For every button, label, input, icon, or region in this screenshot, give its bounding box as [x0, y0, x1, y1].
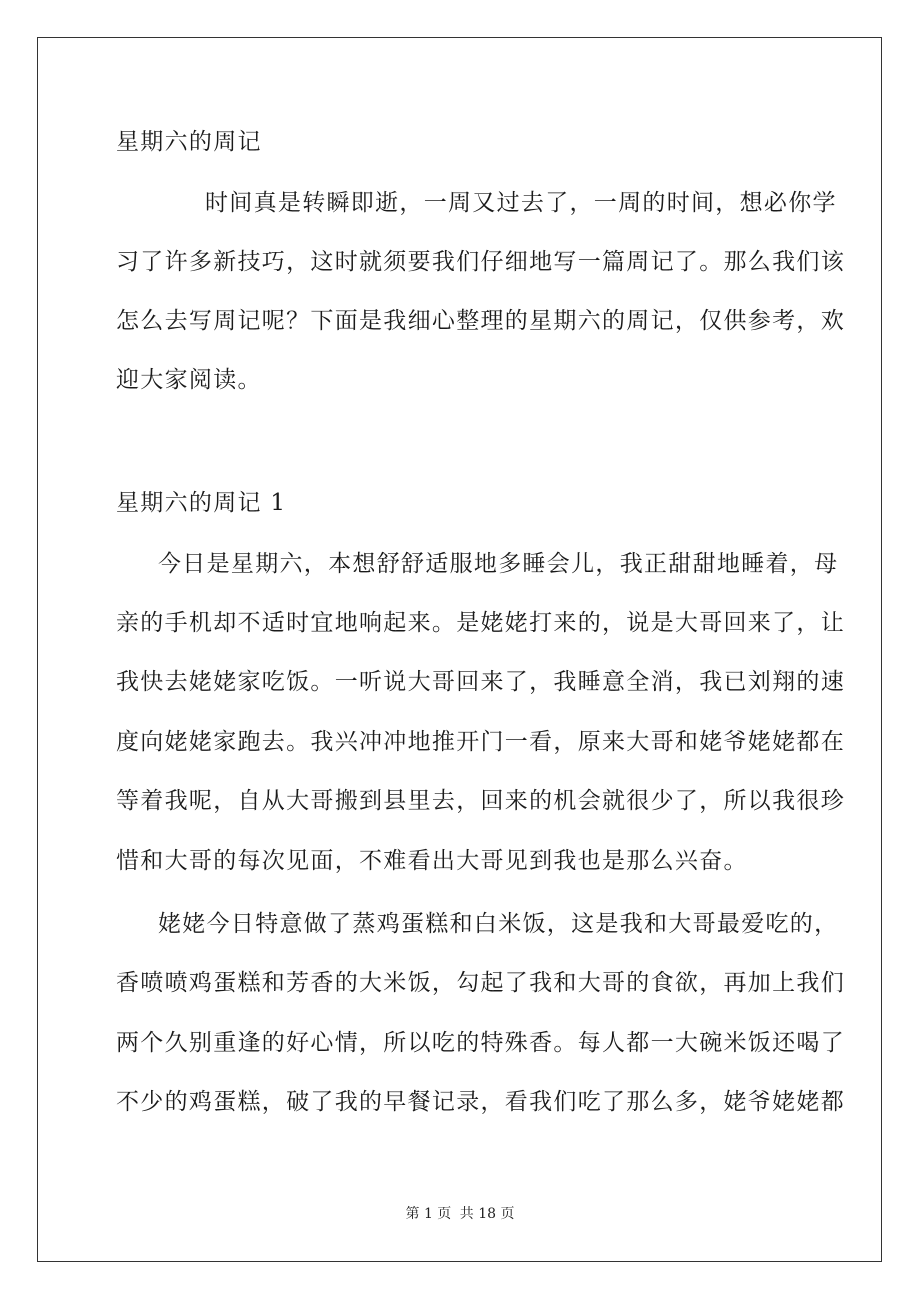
paragraph1-line: 今日是星期六，本想舒舒适服地多睡会儿，我正甜甜地睡着，母: [158, 551, 839, 577]
paragraph1-line: 度向姥姥家跑去。我兴冲冲地推开门一看，原来大哥和姥爷姥姥都在: [116, 729, 845, 755]
paragraph2-line: 香喷喷鸡蛋糕和芳香的大米饭，勾起了我和大哥的食欲，再加上我们: [116, 970, 845, 996]
paragraph1-line: 等着我呢，自从大哥搬到县里去，回来的机会就很少了，所以我很珍: [116, 788, 845, 814]
paragraph2-line: 姥姥今日特意做了蒸鸡蛋糕和白米饭，这是我和大哥最爱吃的，: [158, 911, 839, 937]
paragraph2-line: 两个久别重逢的好心情，所以吃的特殊香。每人都一大碗米饭还喝了: [116, 1030, 845, 1056]
intro-line: 时间真是转瞬即逝，一周又过去了，一周的时间，想必你学: [205, 190, 837, 216]
intro-line: 习了许多新技巧，这时就须要我们仔细地写一篇周记了。那么我们该: [116, 249, 845, 275]
document-title: 星期六的周记: [116, 129, 262, 155]
paragraph1-line: 亲的手机却不适时宜地响起来。是姥姥打来的，说是大哥回来了，让: [116, 610, 845, 636]
paragraph2-line: 不少的鸡蛋糕，破了我的早餐记录，看我们吃了那么多，姥爷姥姥都: [116, 1089, 845, 1115]
intro-line: 迎大家阅读。: [116, 367, 262, 393]
page-number: 第 1 页: [405, 1206, 452, 1222]
paragraph1-line: 惜和大哥的每次见面，不难看出大哥见到我也是那么兴奋。: [116, 848, 748, 874]
page-total: 共 18 页: [459, 1206, 515, 1222]
page-footer: [0, 1205, 920, 1223]
page-border: [37, 37, 882, 1262]
intro-line: 怎么去写周记呢？下面是我细心整理的星期六的周记，仅供参考，欢: [116, 308, 845, 334]
section-title: 星期六的周记 1: [116, 490, 287, 516]
paragraph1-line: 我快去姥姥家吃饭。一听说大哥回来了，我睡意全消，我已刘翔的速: [116, 669, 845, 695]
